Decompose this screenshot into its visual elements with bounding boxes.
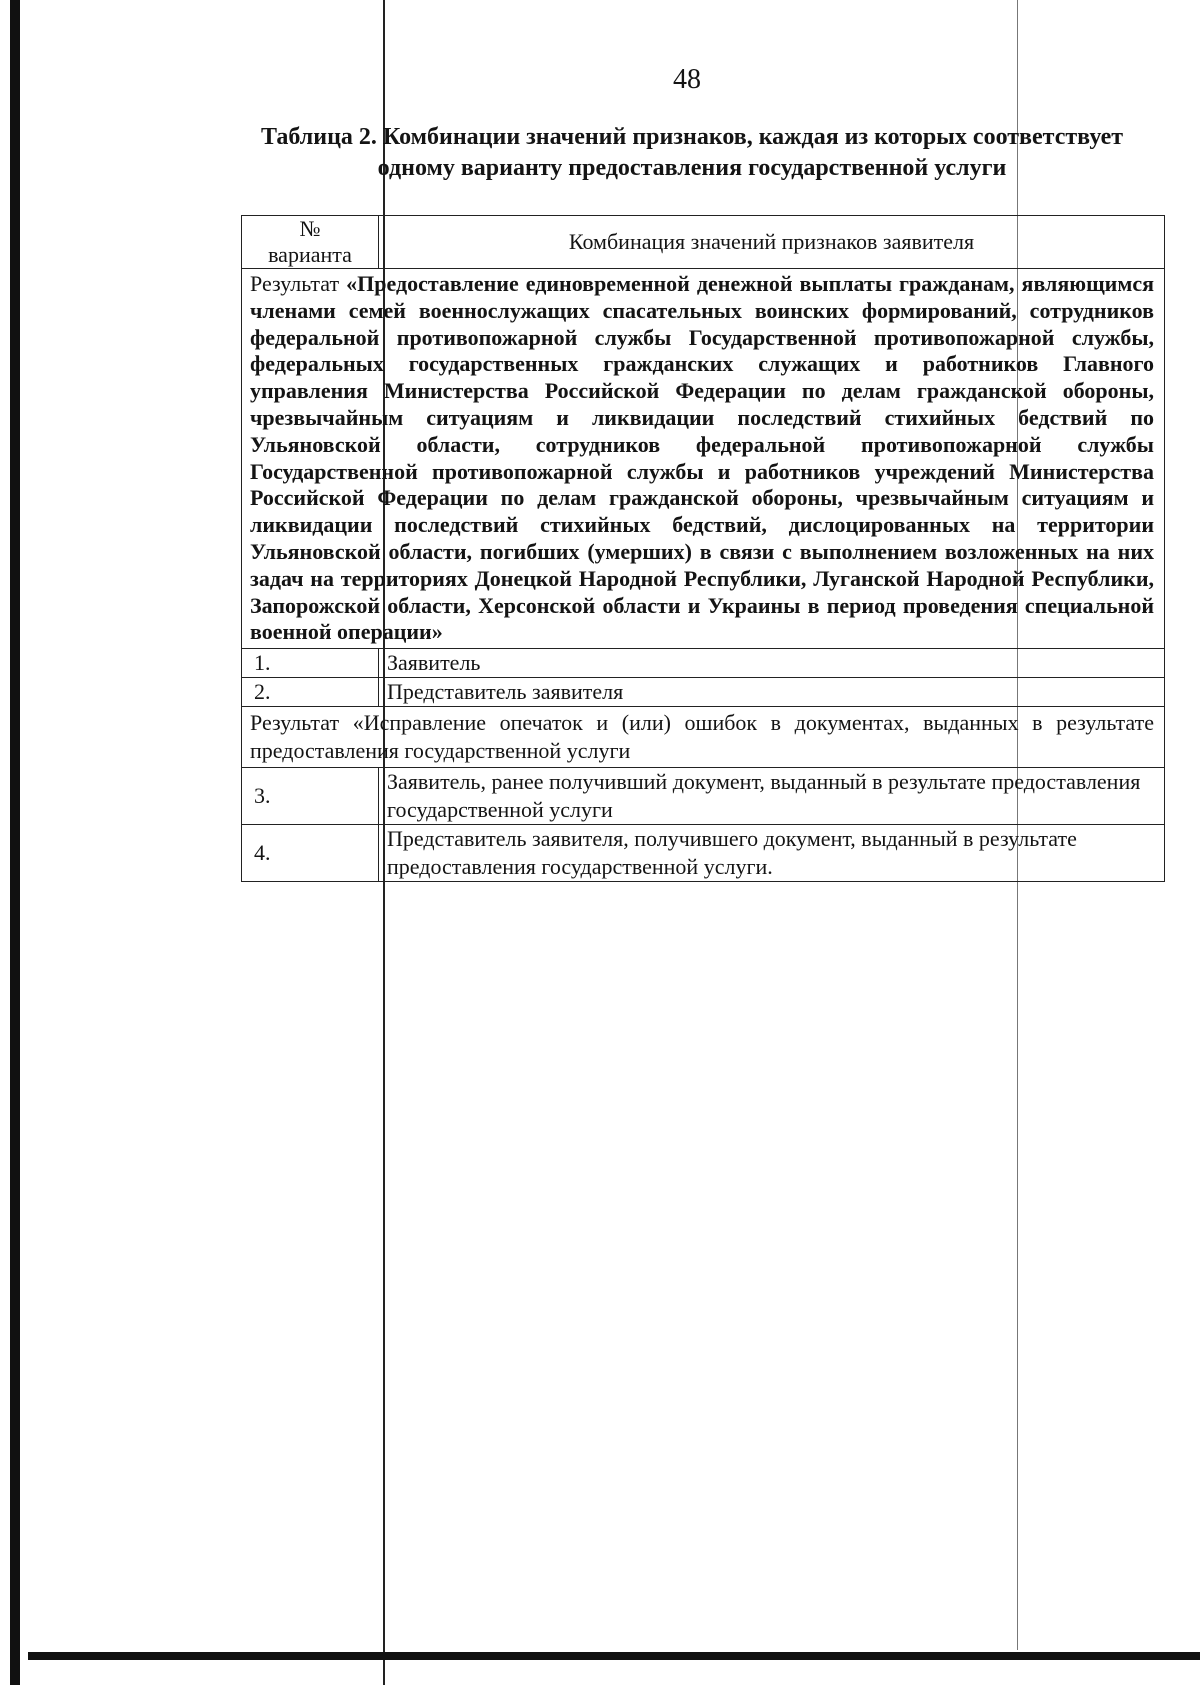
variant-number: 1. [242,649,379,678]
header-variant-number [242,216,379,269]
result-label: Результат [250,271,340,296]
result-description [242,707,1165,768]
page-number: 48 [673,64,701,95]
variant-number: 3. [242,768,379,825]
table-header-row [242,216,1165,269]
result-row [242,269,1165,649]
header-combination: Комбинация значений признаков заявителя [379,216,1165,269]
variant-combination: Представитель заявителя [379,678,1165,707]
table-row [242,678,1165,707]
header-num-symbol: № [299,216,321,241]
variant-combination: Заявитель, ранее получивший документ, выданный в результате предоставления государственной услуги [379,768,1165,825]
scan-edge-left [10,0,20,1685]
table-row [242,825,1165,882]
table-title-line2: одному варианту предоставления государственной услуги [377,155,1007,181]
variants-table [241,215,1165,882]
result-text: «Исправление опечаток и (или) ошибок в документах, выданных в результате предоставления государственной услуги [250,710,1155,764]
table-row [242,768,1165,825]
variant-combination: Заявитель [379,649,1165,678]
result-label: Результат [250,710,340,736]
table-title-line1: Таблица 2. Комбинации значений признаков, каждая из которых соответствует [260,124,1124,150]
result-row [242,707,1165,768]
result-description [242,269,1165,649]
table-title [212,122,1172,184]
variant-combination: Представитель заявителя, получившего документ, выданный в результате предоставления государственной услуги. [379,825,1165,882]
scan-edge-bottom [28,1652,1200,1660]
variant-number: 4. [242,825,379,882]
result-text: «Предоставление единовременной денежной выплаты гражданам, являющимся членами семей военнослужащих спасательных воинских формирований, сотрудников федеральной противопожарной службы Государственной противопожарной службы, федеральных государственных гражданских служащих и работников Главного управления Министерства Российской Федерации по делам гражданской обороны, чрезвычайным ситуациям и ликвидации последствий стихийных бедствий по Ульяновской области, сотрудников федеральной противопожарной службы Государственной противопожарной службы и работников учреждений Министерства Российской Федерации по делам гражданской обороны, чрезвычайным ситуациям и ликвидации последствий стихийных бедствий, дислоцированных на территории Ульяновской области, погибших (умерших) в связи с выполнением возложенных на них задач на территориях Донецкой Народной Республики, Луганской Народной Республики, Запорожской области, Херсонской области и Украины в период проведения специальной военной операции» [250,271,1155,645]
header-num-label: варианта [268,242,352,267]
table-row [242,649,1165,678]
variant-number: 2. [242,678,379,707]
